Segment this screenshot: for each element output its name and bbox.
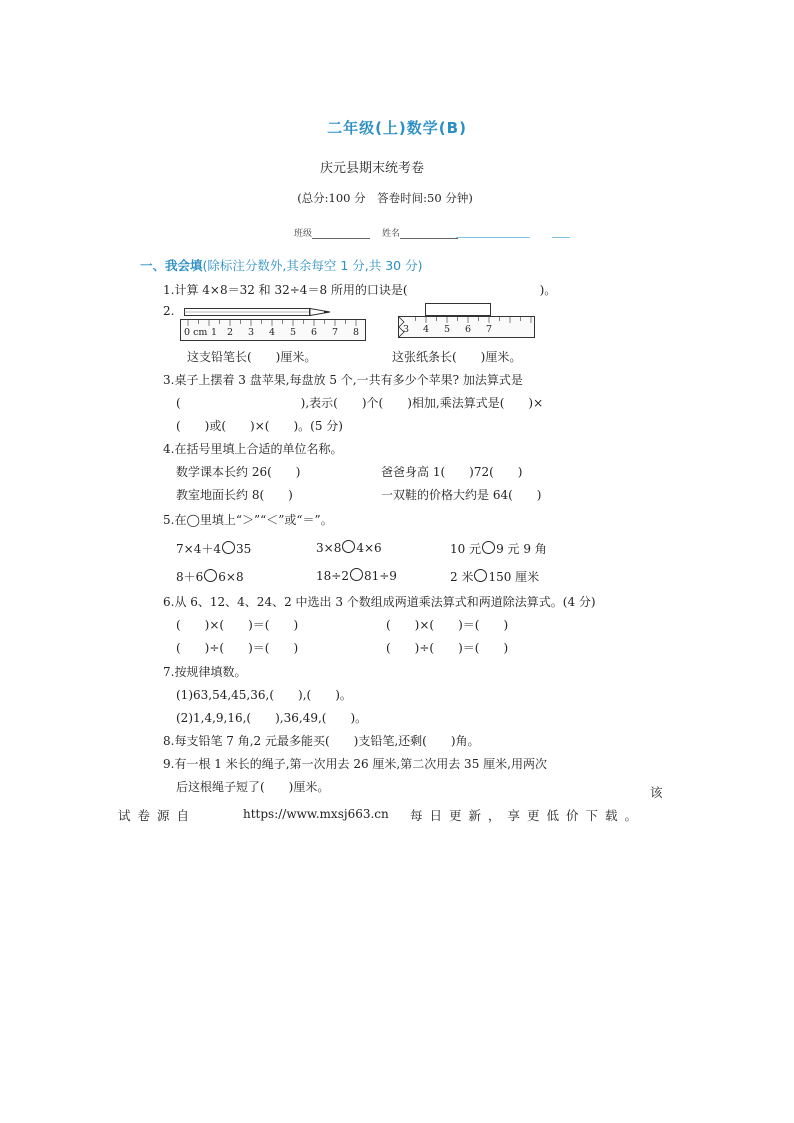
exam-subtitle: 庆元县期末统考卷	[319, 161, 424, 176]
compare-left: 7×4＋4	[176, 542, 221, 556]
compare-right: 35	[235, 542, 252, 556]
compare-right: 150 厘米	[488, 570, 540, 584]
ruler-label: 6	[311, 327, 318, 338]
question-7: 7.按规律填数。	[163, 665, 247, 679]
compare-left: 10 元	[450, 542, 482, 556]
compare-right: 6×8	[218, 570, 244, 584]
ruler-label: 6	[465, 324, 472, 335]
compare-circle[interactable]	[474, 569, 487, 582]
compare-left: 18÷2	[316, 569, 349, 583]
ruler-label: 8	[353, 327, 360, 338]
compare-right: 4×6	[356, 541, 382, 555]
question-4: 4.在括号里填上合适的单位名称。	[163, 442, 343, 456]
compare-left: 8＋6	[176, 570, 204, 584]
ruler-label: 1	[211, 327, 218, 338]
ruler-label: 0 cm	[184, 327, 208, 338]
class-field	[294, 226, 370, 239]
section-title: 我会填	[165, 258, 203, 273]
question-6b: ( )×( )＝( )	[386, 618, 509, 632]
compare-left: 3×8	[316, 541, 342, 555]
compare-circle[interactable]	[204, 569, 217, 582]
compare-circle[interactable]	[342, 540, 355, 553]
question-6a: ( )×( )＝( )	[176, 618, 299, 632]
compare-circle[interactable]	[222, 541, 235, 554]
compare-circle[interactable]	[482, 541, 495, 554]
question-6d: ( )÷( )＝( )	[386, 641, 509, 655]
question-5: 5.在◯里填上“＞”“＜”或“＝”。	[163, 513, 333, 527]
compare-item	[176, 540, 251, 557]
ruler-label: 2	[227, 327, 234, 338]
section-heading	[140, 256, 422, 274]
name-blank[interactable]	[400, 229, 458, 239]
ruler-label: 5	[290, 327, 297, 338]
score-info: (总分:100 分 答卷时间:50 分钟)	[297, 191, 473, 205]
question-3-line2: ( ),表示( )个( )相加,乘法算式是( )×	[176, 396, 544, 410]
question-2a: 这支铅笔长( )厘米。	[187, 350, 317, 364]
footer-left: 试卷源自	[118, 808, 197, 823]
compare-left: 2 米	[450, 570, 474, 584]
name-field	[382, 226, 458, 239]
question-9-line2: 后这根绳子短了( )厘米。	[176, 780, 330, 794]
section-note: (除标注分数外,其余每空 1 分,共 30 分)	[202, 258, 423, 273]
ruler-right	[398, 316, 535, 338]
ruler-label: 3	[248, 327, 255, 338]
question-8: 8.每支铅笔 7 角,2 元最多能买( )支铅笔,还剩( )角。	[163, 734, 480, 748]
question-4b: 爸爸身高 1( )72( )	[381, 465, 523, 479]
compare-circle[interactable]	[350, 568, 363, 581]
name-label: 姓名	[382, 229, 401, 239]
question-1: 1.计算 4×8＝32 和 32÷4＝8 所用的口诀是( )。	[163, 283, 557, 297]
question-3-line1: 3.桌子上摆着 3 盘苹果,每盘放 5 个,一共有多少个苹果? 加法算式是	[163, 373, 523, 387]
paper-strip	[425, 303, 491, 316]
question-2-number: 2.	[163, 304, 175, 318]
compare-item	[450, 540, 547, 557]
ruler-label: 5	[444, 324, 451, 335]
ruler-label: 4	[269, 327, 276, 338]
footer-right: 每日更新，享更低价下载。	[410, 808, 645, 823]
section-number: 一、	[140, 258, 166, 273]
question-2b: 这张纸条长( )厘米。	[392, 350, 522, 364]
ruler-label: 7	[486, 324, 493, 335]
question-6: 6.从 6、12、4、24、2 中选出 3 个数组成两道乘法算式和两道除法算式。(4 分)	[163, 595, 596, 609]
question-4c: 教室地面长约 8( )	[176, 488, 293, 502]
ruler-label: 3	[403, 324, 410, 335]
footer-gai: 该	[650, 785, 663, 800]
question-4d: 一双鞋的价格大约是 64( )	[381, 488, 542, 502]
decor-line	[456, 237, 530, 238]
footer-url[interactable]: https://www.mxsj663.cn	[243, 807, 389, 821]
ruler-label: 7	[332, 327, 339, 338]
pencil-icon	[184, 305, 334, 319]
compare-item	[450, 568, 539, 585]
question-7a: (1)63,54,45,36,( ),( )。	[176, 688, 352, 702]
decor-line	[552, 237, 570, 238]
compare-item	[316, 540, 382, 555]
compare-right: 9 元 9 角	[496, 542, 547, 556]
compare-right: 81÷9	[363, 569, 397, 583]
question-3-line3: ( )或( )×( )。(5 分)	[176, 419, 343, 433]
compare-item	[176, 568, 244, 585]
question-9-line1: 9.有一根 1 米长的绳子,第一次用去 26 厘米,第二次用去 35 厘米,用两次	[163, 757, 547, 771]
class-blank[interactable]	[312, 229, 370, 239]
ruler-left	[180, 319, 366, 341]
compare-item	[316, 568, 397, 583]
page-title: 二年级(上)数学(B)	[327, 119, 467, 137]
question-4a: 数学课本长约 26( )	[176, 465, 301, 479]
ruler-label: 4	[423, 324, 430, 335]
question-6c: ( )÷( )＝( )	[176, 641, 299, 655]
question-7b: (2)1,4,9,16,( ),36,49,( )。	[176, 711, 368, 725]
class-label: 班级	[294, 229, 313, 239]
